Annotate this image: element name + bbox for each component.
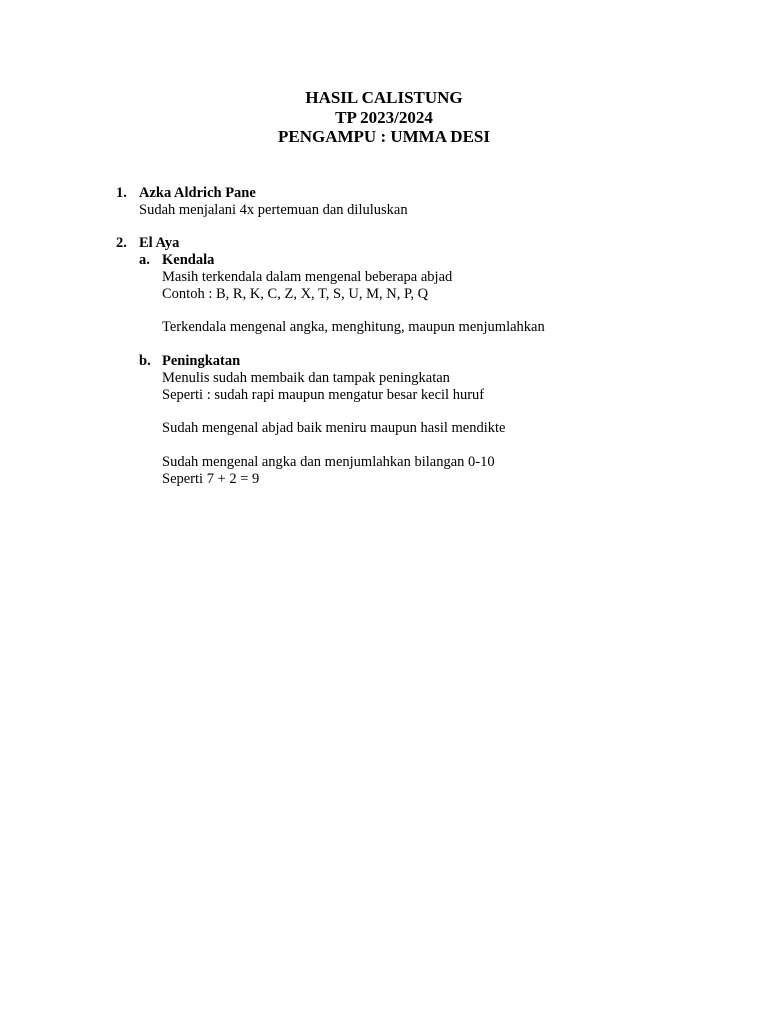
section-line: Contoh : B, R, K, C, Z, X, T, S, U, M, N, P, Q: [162, 285, 429, 302]
section-title: Kendala: [162, 252, 215, 269]
section-line: Seperti : sudah rapi maupun mengatur besar kecil huruf: [162, 386, 485, 403]
section-line: Terkendala mengenal angka, menghitung, maupun menjumlahkan: [162, 319, 545, 336]
student-name: Azka Aldrich Pane: [139, 185, 256, 201]
spacer: [116, 219, 736, 236]
section-line: Menulis sudah membaik dan tampak peningkatan: [162, 369, 450, 386]
student-list: [116, 185, 736, 487]
list-number: 1.: [116, 185, 127, 201]
document-title: HASIL CALISTUNG: [305, 88, 463, 107]
teacher-name: PENGAMPU : UMMA DESI: [277, 127, 490, 146]
section-line: Sudah mengenal angka dan menjumlahkan bilangan 0-10: [162, 453, 495, 470]
spacer: [139, 336, 736, 353]
section-letter: b.: [139, 352, 151, 369]
list-number: 2.: [116, 235, 127, 252]
student-note: Sudah menjalani 4x pertemuan dan diluluskan: [139, 201, 408, 218]
section-line: Seperti 7 + 2 = 9: [162, 470, 260, 487]
section-kendala: [139, 252, 736, 336]
section-line: Sudah mengenal abjad baik meniru maupun hasil mendikte: [162, 420, 506, 437]
spacer: [162, 403, 736, 420]
section-line: Masih terkendala dalam mengenal beberapa abjad: [162, 268, 453, 285]
spacer: [162, 303, 736, 320]
section-letter: a.: [139, 252, 150, 269]
student-item-1: [116, 185, 736, 219]
spacer: [162, 437, 736, 454]
document-header: [0, 88, 768, 147]
academic-year: TP 2023/2024: [335, 107, 433, 127]
student-name: El Aya: [139, 235, 180, 252]
section-peningkatan: [139, 353, 736, 487]
section-title: Peningkatan: [162, 352, 241, 369]
student-item-2: [116, 235, 736, 487]
